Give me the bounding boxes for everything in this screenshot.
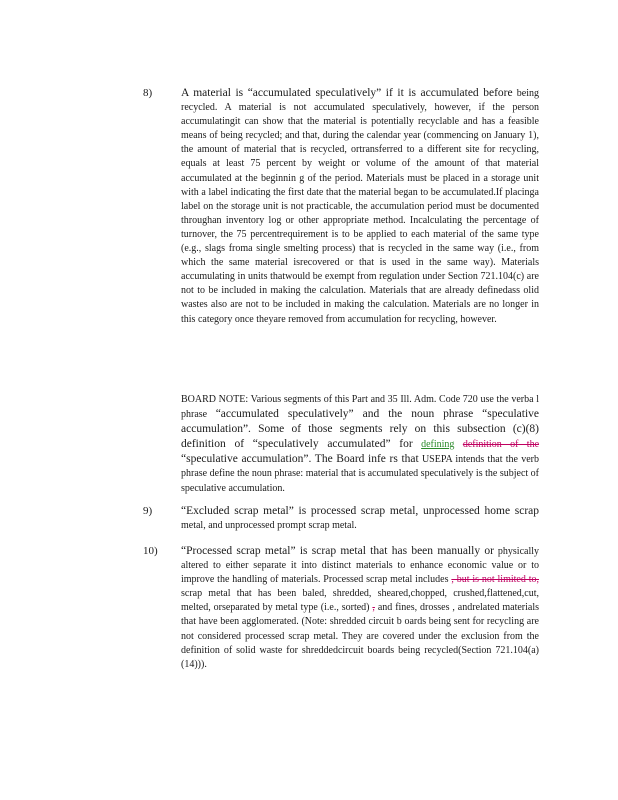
item-text xyxy=(181,544,539,672)
item-lead-text: “Excluded scrap metal” is processed scrap metal, unprocessed home scrap xyxy=(181,505,539,517)
board-note xyxy=(181,393,539,496)
item-text xyxy=(181,86,539,327)
inserted-text: defining xyxy=(421,439,455,451)
item-number: 8) xyxy=(143,87,153,99)
struck-text: definition of the xyxy=(462,439,540,451)
item-text xyxy=(181,504,539,533)
item-body-text-a: physically altered to either separate it into distinct materials to enhance economic value or to improve the handling of materials. Processed scrap metal includes xyxy=(181,546,540,586)
item-body-text-b: scrap metal that has been baled, shredded, sheared,chopped, crushed,flattened,cut, melted, orseparated by metal type (i.e., sorted) xyxy=(181,588,539,614)
board-note-text-d: USEPA intends that the verb phrase define the noun phrase: material that is accumulated speculatively is the subject of speculative accumulation. xyxy=(181,454,539,494)
item-lead-text: “Processed scrap metal” is scrap metal that has been manually or xyxy=(181,545,494,557)
board-note-text-b: “accumulated speculatively” and the noun phrase “speculative accumulation”. Some of those segments rely on this subsection (c)(8) definition of “speculatively accumulated” for xyxy=(181,408,539,451)
item-body-text: metal, and unprocessed prompt scrap metal. xyxy=(181,520,357,532)
item-body-text-c: and fines, drosses , andrelated materials that have been agglomerated. (Note: shredded circuit b oards being sent for recycling are not considered processed scrap metal. They are covered under the exclusion from the definition of solid waste for shreddedcircuit boards being recycled(Section 721.104(a)(14))). xyxy=(181,602,540,670)
item-lead-text: A material is “accumulated speculatively” if it is accumulated before xyxy=(181,87,513,99)
struck-text: , but is not limited to, xyxy=(451,574,539,586)
item-number: 10) xyxy=(143,545,158,557)
board-note-text-a: BOARD NOTE: Various segments of this Part and 35 Ill. Adm. Code 720 use the verba l phrase xyxy=(181,394,539,421)
item-number: 9) xyxy=(143,505,153,517)
board-note-text-c: “speculative accumulation”. The Board infe rs that xyxy=(181,453,419,466)
struck-comma: , xyxy=(372,602,375,614)
item-body-text: being recycled. A material is not accumulated speculatively, however, if the person accumulatingit can show that the material is potentially recyclable and has a feasible means of being recycled; and that, during the calendar year (commencing on January 1), the amount of material that is recycled, ortransferred to a different site for recycling, equals at least 75 percent by weight or volume of the amount of that material accumulated at the beginnin g of the period. Materials must be placed in a storage unit with a label indicating the first date that the material began to be accumulated.If placinga label on the storage unit is not practicable, the accumulation period must be documented throughan inventory log or other appropriate method. Incalculating the percentage of turnover, the 75 percentrequirement is to be applied to each material of the same type (e.g., slags froma single smelting process) that is recycled in the same way (i.e., from which the same material isrecovered or that is used in the same way). Materials accumulating in units thatwould be exempt from regulation under Section 721.104(c) are not to be included in making the calculation. Materials that are already definedass olid wastes also are not to be included in making the calculation. Materials are no longer in this category once theyare removed from accumulation for recycling, however. xyxy=(181,88,540,325)
